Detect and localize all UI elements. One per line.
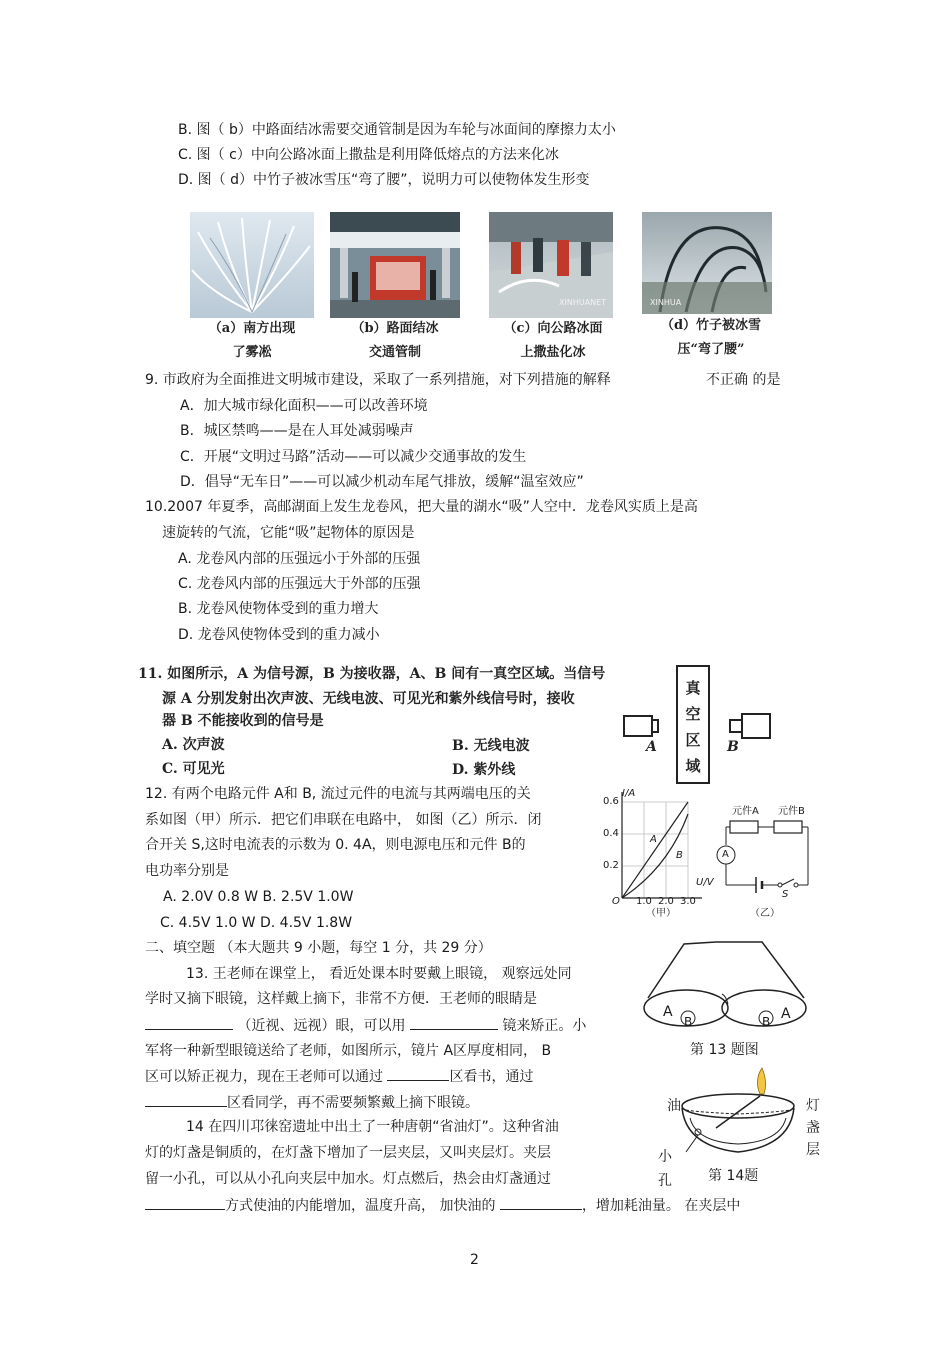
q13-line2: 学时又摘下眼镜，这样戴上摘下，非常不方便．王老师的眼睛是 [145,991,537,1007]
q10-option-d: D. 龙卷风使物体受到的重力减小 [178,627,380,643]
q11-stem-line3: 器 B 不能接收到的信号是 [162,713,324,729]
q12-options-ab: A. 2.0V 0.8 W B. 2.5V 1.0W [163,889,354,905]
photo-watermark: XINHUA [650,298,682,307]
q11-option-c: C. 可见光 [162,761,225,777]
q12-stem-line4: 电功率分别是 [145,863,229,879]
answer-blank [500,1195,582,1210]
answer-blank [387,1066,449,1081]
answer-blank [145,1092,227,1107]
q10-stem-line1: 10.2007 年夏季，高邮湖面上发生龙卷风，把大量的湖水“吸”人空中．龙卷风实质上是高 [145,499,698,515]
q10-option-c: C. 龙卷风内部的压强远大于外部的压强 [178,576,421,592]
q12-stem-line3: 合开关 S,这时电流表的示数为 0. 4A，则电源电压和元件 B的 [145,837,526,853]
label-lamp: 灯 盏 层 [806,1098,820,1158]
fig14-caption: 第 14题 [708,1168,759,1184]
q10-option-b: B. 龙卷风使物体受到的重力增大 [178,601,379,617]
graph-ytick: 0.6 [603,796,619,807]
figure-caption-c: （c）向公路冰面 上撒盐化冰 [503,321,603,360]
q8-option-c: C. 图（ c）中向公路冰面上撒盐是利用降低熔点的方法来化冰 [178,147,559,163]
fig13-caption: 第 13 题图 [690,1042,759,1058]
label-hole: 小 孔 [658,1149,672,1189]
lens-label-b: B [684,1015,693,1029]
switch-label: S [782,889,789,900]
circuit-caption: （乙） [750,908,780,919]
q9-stem-tail: 不正确 的是 [706,372,781,388]
q14-line4: 方式使油的内能增加，温度升高， 加快油的 ，增加耗油量。 在夹层中 [145,1195,740,1216]
q8-option-b: B. 图（ b）中路面结冰需要交通管制是因为车轮与冰面间的摩擦力太小 [178,122,616,138]
q12-stem-line1: 12. 有两个电路元件 A和 B, 流过元件的电流与其两端电压的关 [145,786,531,802]
photo-bamboo [642,212,772,314]
q9-option-d: D．倡导“无车日”——可以减少机动车尾气排放，缓解“温室效应” [180,474,584,490]
q10-option-a: A. 龙卷风内部的压强远小于外部的压强 [178,551,421,567]
q12-stem-line2: 系如图（甲）所示．把它们串联在电路中， 如图（乙）所示．闭 [145,812,542,828]
q11-stem-line2: 源 A 分别发射出次声波、无线电波、可见光和紫外线信号时，接收 [162,691,575,707]
lens-label-a: A [781,1006,791,1022]
photo-salting-road [489,212,613,318]
answer-blank [145,1015,233,1030]
q8-option-d: D. 图（ d）中竹子被冰雪压“弯了腰”，说明力可以使物体发生形变 [178,172,590,188]
graph-xlabel: U/V [696,877,714,888]
circuit-element-b: 元件B [778,806,805,817]
q11-stem-line1: 11. 如图所示，A 为信号源，B 为接收器，A、B 间有一真空区域。当信号 [138,666,606,682]
lens-label-a: A [663,1004,673,1020]
graph-caption: （甲） [646,908,676,919]
vacuum-region-box: 真 空 区 域 [676,665,710,784]
label-source-a: A [646,739,657,755]
q9-option-c: C．开展“文明过马路”活动——可以减少交通事故的发生 [180,449,527,465]
graph-xtick: 2.0 [658,896,674,907]
oil-lamp-figure [676,1066,800,1170]
graph-xtick: 1.0 [636,896,652,907]
signal-source-and-receiver [620,710,780,760]
graph-ylabel: I/A [622,788,636,799]
q10-stem-line2: 速旋转的气流，它能“吸”起物体的原因是 [162,525,415,541]
q13-line4: 军将一种新型眼镜送给了老师，如图所示，镜片 A区厚度相同， B [145,1043,552,1059]
photo-tollgate [330,212,460,318]
q11-option-d: D. 紫外线 [452,762,516,778]
ammeter-label: A [722,849,729,860]
q14-line3: 留一小孔，可以从小孔向夹层中加水。灯点燃后，热会由灯盏通过 [145,1171,551,1187]
q12-options-cd: C. 4.5V 1.0 W D. 4.5V 1.8W [160,915,353,931]
graph-xtick: 3.0 [680,896,696,907]
label-oil: 油 [667,1098,681,1114]
graph-ytick: 0.4 [603,828,619,839]
q9-option-b: B．城区禁鸣——是在人耳处减弱噪声 [180,423,414,439]
q9-stem: 9. 市政府为全面推进文明城市建设，采取了一系列措施，对下列措施的解释 [145,372,611,388]
graph-origin: O [612,896,620,907]
photo-rime [190,212,314,318]
curve-label-a: A [650,834,657,845]
q13-line6: 区看同学，再不需要频繁戴上摘下眼镜。 [145,1092,479,1113]
page-number: 2 [470,1252,479,1268]
q13-line3: （近视、远视）眼，可以用 镜来矫正。小 [145,1015,586,1036]
q14-line2: 灯的灯盏是铜质的，在灯盏下增加了一层夹层，又叫夹层灯。夹层 [145,1145,551,1161]
curve-label-b: B [676,850,683,861]
q14-line1: 14 在四川邛徕窑遗址中出土了一种唐朝“省油灯”。这种省油 [186,1119,559,1135]
figure-caption-d: （d）竹子被冰雪 压“弯了腰” [660,318,762,357]
section-2-heading: 二、填空题 （本大题共 9 小题，每空 1 分，共 29 分） [145,940,492,956]
q11-option-a: A. 次声波 [162,737,225,753]
graph-ytick: 0.2 [603,860,619,871]
figure-caption-b: （b）路面结冰 交通管制 [351,321,439,360]
answer-blank [410,1015,498,1030]
q13-line5: 区可以矫正视力，现在王老师可以通过 区看书，通过 [145,1066,533,1087]
photo-watermark: XINHUANET [559,298,607,307]
q9-option-a: A．加大城市绿化面积——可以改善环境 [180,398,428,414]
lens-label-b: B [762,1015,771,1029]
label-receiver-b: B [727,739,739,755]
figure-caption-a: （a）南方出现 了雾凇 [208,321,296,360]
answer-blank [145,1195,225,1210]
circuit-element-a: 元件A [732,806,759,817]
q13-line1: 13. 王老师在课堂上， 看近处课本时要戴上眼镜， 观察远处同 [186,966,572,982]
q11-option-b: B. 无线电波 [452,738,530,754]
